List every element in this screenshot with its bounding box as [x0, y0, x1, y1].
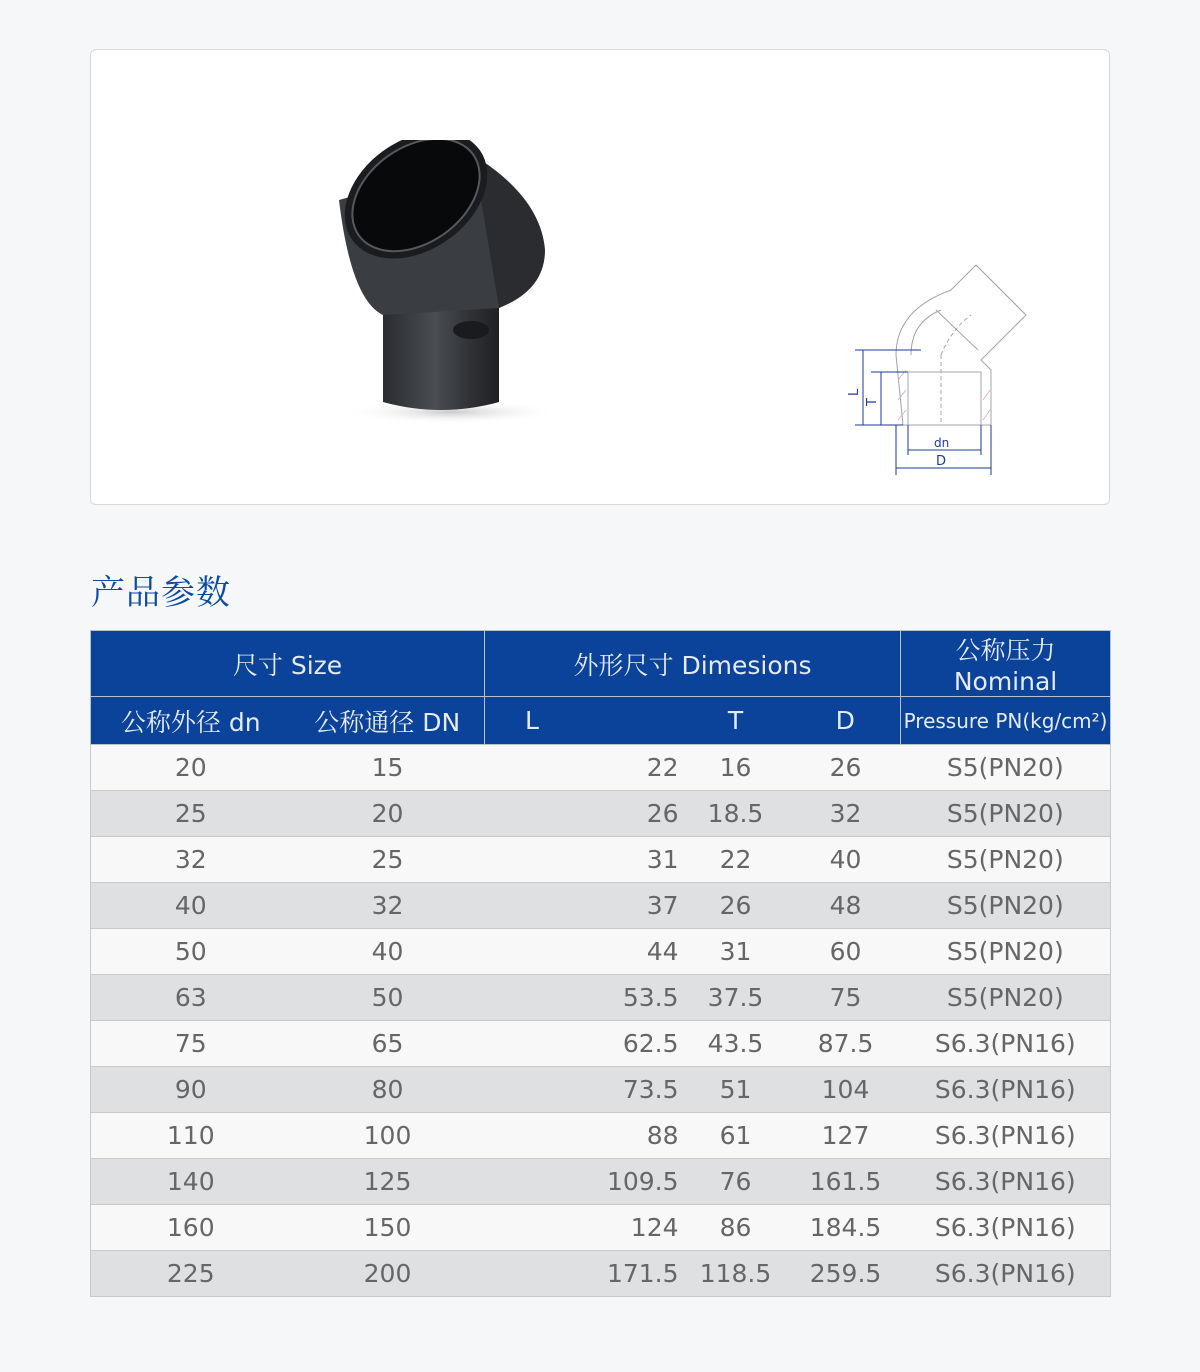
cell-DN: 200 — [291, 1251, 485, 1297]
dimension-diagram — [841, 250, 1051, 480]
cell-DN: 25 — [291, 837, 485, 883]
cell-PN: S5(PN20) — [901, 975, 1111, 1021]
table-row — [91, 791, 1111, 837]
cell-PN: S6.3(PN16) — [901, 1067, 1111, 1113]
cell-T: 16 — [681, 745, 791, 791]
section-title: 产品参数 — [91, 573, 231, 613]
cell-PN: S6.3(PN16) — [901, 1251, 1111, 1297]
cell-dn: 20 — [91, 745, 291, 791]
header-DN: 公称通径 DN — [291, 697, 485, 745]
cell-DN: 100 — [291, 1113, 485, 1159]
cell-dn: 90 — [91, 1067, 291, 1113]
header-dimensions: 外形尺寸 Dimesions — [485, 631, 901, 697]
cell-L: 124 — [485, 1205, 681, 1251]
cell-L: 109.5 — [485, 1159, 681, 1205]
cell-dn: 110 — [91, 1113, 291, 1159]
header-dn: 公称外径 dn — [91, 697, 291, 745]
cell-L: 88 — [485, 1113, 681, 1159]
cell-PN: S6.3(PN16) — [901, 1159, 1111, 1205]
cell-T: 18.5 — [681, 791, 791, 837]
header-pressure: 公称压力 Nominal — [901, 631, 1111, 697]
product-parameters-table — [90, 630, 1111, 1297]
elbow-45-product-photo — [331, 140, 561, 430]
cell-L: 73.5 — [485, 1067, 681, 1113]
cell-DN: 50 — [291, 975, 485, 1021]
cell-L: 22 — [485, 745, 681, 791]
cell-T: 26 — [681, 883, 791, 929]
cell-PN: S6.3(PN16) — [901, 1113, 1111, 1159]
cell-L: 53.5 — [485, 975, 681, 1021]
table-row — [91, 1113, 1111, 1159]
cell-DN: 150 — [291, 1205, 485, 1251]
cell-dn: 63 — [91, 975, 291, 1021]
cell-T: 22 — [681, 837, 791, 883]
cell-dn: 50 — [91, 929, 291, 975]
header-pressure-unit: Pressure PN(kg/cm²) — [901, 697, 1111, 745]
cell-T: 61 — [681, 1113, 791, 1159]
cell-D: 184.5 — [791, 1205, 901, 1251]
cell-DN: 80 — [291, 1067, 485, 1113]
cell-dn: 40 — [91, 883, 291, 929]
cell-T: 31 — [681, 929, 791, 975]
cell-dn: 160 — [91, 1205, 291, 1251]
cell-PN: S6.3(PN16) — [901, 1205, 1111, 1251]
header-L: L — [485, 697, 681, 745]
cell-DN: 20 — [291, 791, 485, 837]
cell-L: 44 — [485, 929, 681, 975]
cell-DN: 32 — [291, 883, 485, 929]
cell-PN: S5(PN20) — [901, 883, 1111, 929]
table-row — [91, 975, 1111, 1021]
cell-D: 60 — [791, 929, 901, 975]
table-row — [91, 1159, 1111, 1205]
cell-L: 31 — [485, 837, 681, 883]
table-row — [91, 1205, 1111, 1251]
cell-D: 75 — [791, 975, 901, 1021]
cell-D: 259.5 — [791, 1251, 901, 1297]
table-row — [91, 1021, 1111, 1067]
table-row — [91, 1251, 1111, 1297]
cell-L: 62.5 — [485, 1021, 681, 1067]
cell-D: 161.5 — [791, 1159, 901, 1205]
label-T: T — [865, 398, 880, 406]
cell-PN: S6.3(PN16) — [901, 1021, 1111, 1067]
cell-D: 104 — [791, 1067, 901, 1113]
header-D: D — [791, 697, 901, 745]
cell-DN: 40 — [291, 929, 485, 975]
cell-dn: 140 — [91, 1159, 291, 1205]
cell-D: 40 — [791, 837, 901, 883]
table-row — [91, 1067, 1111, 1113]
cell-dn: 32 — [91, 837, 291, 883]
header-T: T — [681, 697, 791, 745]
cell-DN: 15 — [291, 745, 485, 791]
cell-D: 48 — [791, 883, 901, 929]
label-L: L — [847, 388, 862, 396]
table-row — [91, 929, 1111, 975]
header-size: 尺寸 Size — [91, 631, 485, 697]
cell-PN: S5(PN20) — [901, 837, 1111, 883]
cell-D: 87.5 — [791, 1021, 901, 1067]
label-dn: dn — [934, 436, 950, 450]
cell-T: 51 — [681, 1067, 791, 1113]
table-row — [91, 883, 1111, 929]
cell-T: 37.5 — [681, 975, 791, 1021]
table-row — [91, 837, 1111, 883]
product-image-card — [90, 49, 1110, 505]
cell-dn: 225 — [91, 1251, 291, 1297]
label-D: D — [936, 454, 947, 469]
cell-T: 86 — [681, 1205, 791, 1251]
cell-D: 32 — [791, 791, 901, 837]
cell-T: 76 — [681, 1159, 791, 1205]
cell-D: 26 — [791, 745, 901, 791]
cell-D: 127 — [791, 1113, 901, 1159]
cell-DN: 65 — [291, 1021, 485, 1067]
cell-T: 43.5 — [681, 1021, 791, 1067]
cell-T: 118.5 — [681, 1251, 791, 1297]
cell-dn: 25 — [91, 791, 291, 837]
cell-PN: S5(PN20) — [901, 929, 1111, 975]
cell-L: 26 — [485, 791, 681, 837]
cell-PN: S5(PN20) — [901, 791, 1111, 837]
cell-L: 171.5 — [485, 1251, 681, 1297]
cell-L: 37 — [485, 883, 681, 929]
cell-PN: S5(PN20) — [901, 745, 1111, 791]
table-row — [91, 745, 1111, 791]
cell-DN: 125 — [291, 1159, 485, 1205]
cell-dn: 75 — [91, 1021, 291, 1067]
